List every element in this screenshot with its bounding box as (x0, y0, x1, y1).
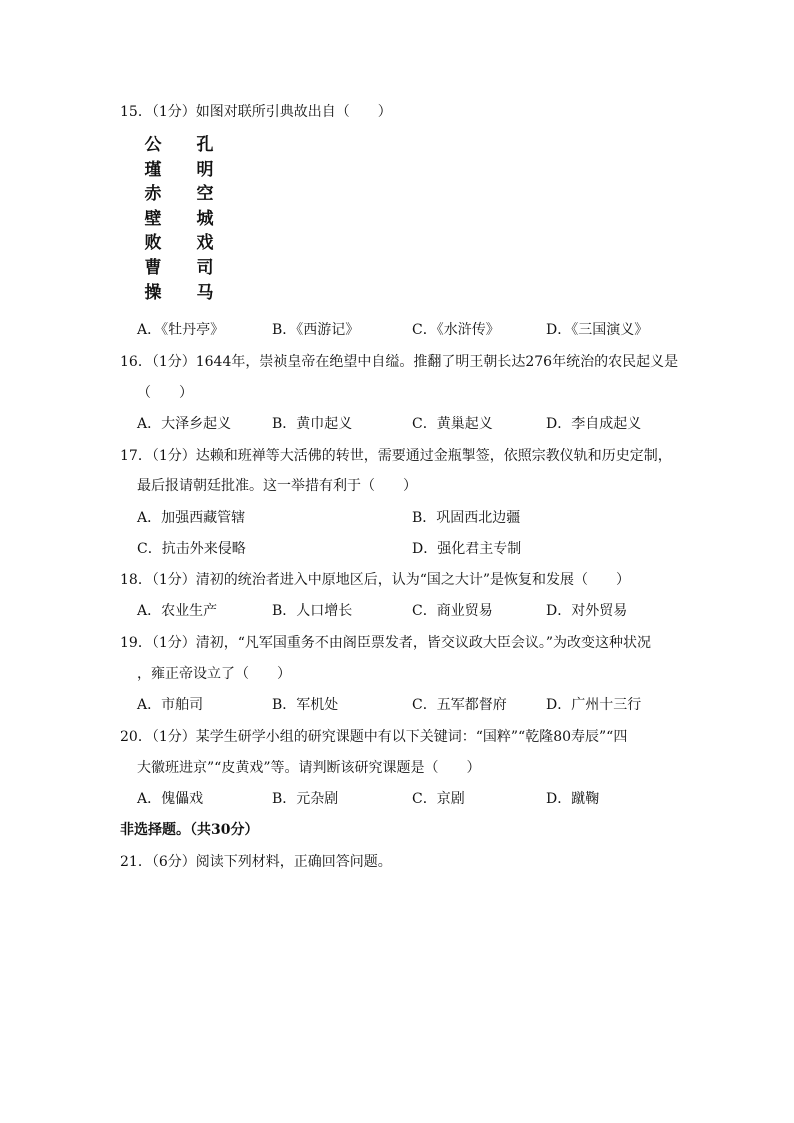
couplet-char: 赤 (144, 184, 162, 205)
question-19-option-c: C．五军都督府 (412, 697, 507, 713)
couplet-char: 马 (196, 282, 214, 303)
couplet-right-column (190, 133, 220, 305)
couplet-char: 孔 (196, 135, 214, 155)
question-17-stem: 17．（1分）达赖和班禅等大活佛的转世，需要通过金瓶掣签，依照宗教仪轨和历史定制， (120, 448, 672, 464)
question-18-option-a: A．农业生产 (137, 603, 218, 619)
question-17-option-c: C．抗击外来侵略 (137, 541, 246, 557)
couplet-char: 公 (144, 135, 162, 155)
section-heading: 非选择题。（共30分） (120, 822, 259, 838)
couplet-char: 明 (196, 159, 214, 180)
couplet-char: 城 (196, 208, 214, 229)
question-19-stem: 19．（1分）清初，“凡军国重务不由阁臣票发者，皆交议政大臣会议。”为改变这种状况 (120, 635, 652, 651)
question-17-option-b: B．巩固西北边疆 (412, 510, 521, 526)
question-16-option-a: A．大泽乡起义 (137, 416, 232, 432)
question-16-stem-continued: （ ） (137, 385, 193, 401)
couplet-char: 司 (196, 257, 214, 278)
question-18-option-d: D．对外贸易 (546, 603, 628, 619)
couplet-left-column (138, 133, 168, 305)
question-15-option-a: A．《牡丹亭》 (137, 322, 225, 338)
couplet-char: 败 (144, 233, 162, 254)
question-20-option-a: A．傀儡戏 (137, 791, 204, 807)
question-19-option-a: A．市舶司 (137, 697, 204, 713)
question-17-option-a: A．加强西藏管辖 (137, 510, 246, 526)
question-20-option-c: C．京剧 (412, 791, 465, 807)
question-16-option-c: C．黄巢起义 (412, 416, 493, 432)
question-20-option-d: D．蹴鞠 (546, 791, 600, 807)
question-15-option-c: C．《水浒传》 (412, 322, 500, 338)
question-16-stem: 16．（1分）1644年，崇祯皇帝在绝望中自缢。推翻了明王朝长达276年统治的农民起义是 (120, 354, 679, 370)
couplet-char: 瑾 (144, 159, 162, 180)
couplet-char: 曹 (144, 257, 162, 278)
question-20-stem: 20．（1分）某学生研学小组的研究课题中有以下关键词：“国粹”“乾隆80寿辰”“四 (120, 729, 628, 745)
question-15-option-b: B．《西游记》 (272, 322, 360, 338)
question-20-option-b: B．元杂剧 (272, 791, 339, 807)
question-17-stem-continued: 最后报请朝廷批准。这一举措有利于（ ） (137, 478, 417, 494)
question-18-option-b: B．人口增长 (272, 603, 353, 619)
question-19-option-d: D．广州十三行 (546, 697, 642, 713)
question-18-option-c: C．商业贸易 (412, 603, 493, 619)
couplet-char: 空 (196, 184, 214, 205)
question-20-stem-continued: 大徽班进京”“皮黄戏”等。请判断该研究课题是（ ） (137, 760, 481, 776)
question-15-stem: 15．（1分）如图对联所引典故出自（ ） (120, 104, 392, 120)
question-21-stem: 21．（6分）阅读下列材料，正确回答问题。 (120, 854, 392, 870)
couplet-char: 戏 (196, 233, 214, 254)
question-17-option-d: D．强化君主专制 (412, 541, 522, 557)
question-19-option-b: B．军机处 (272, 697, 339, 713)
couplet-char: 壁 (144, 208, 162, 229)
question-15-option-d: D．《三国演义》 (546, 322, 649, 338)
question-19-stem-continued: ，雍正帝设立了（ ） (137, 666, 291, 682)
question-16-option-d: D．李自成起义 (546, 416, 642, 432)
question-16-option-b: B．黄巾起义 (272, 416, 353, 432)
couplet-char: 操 (144, 282, 162, 303)
question-18-stem: 18．（1分）清初的统治者进入中原地区后，认为“国之大计”是恢复和发展（ ） (120, 572, 631, 588)
